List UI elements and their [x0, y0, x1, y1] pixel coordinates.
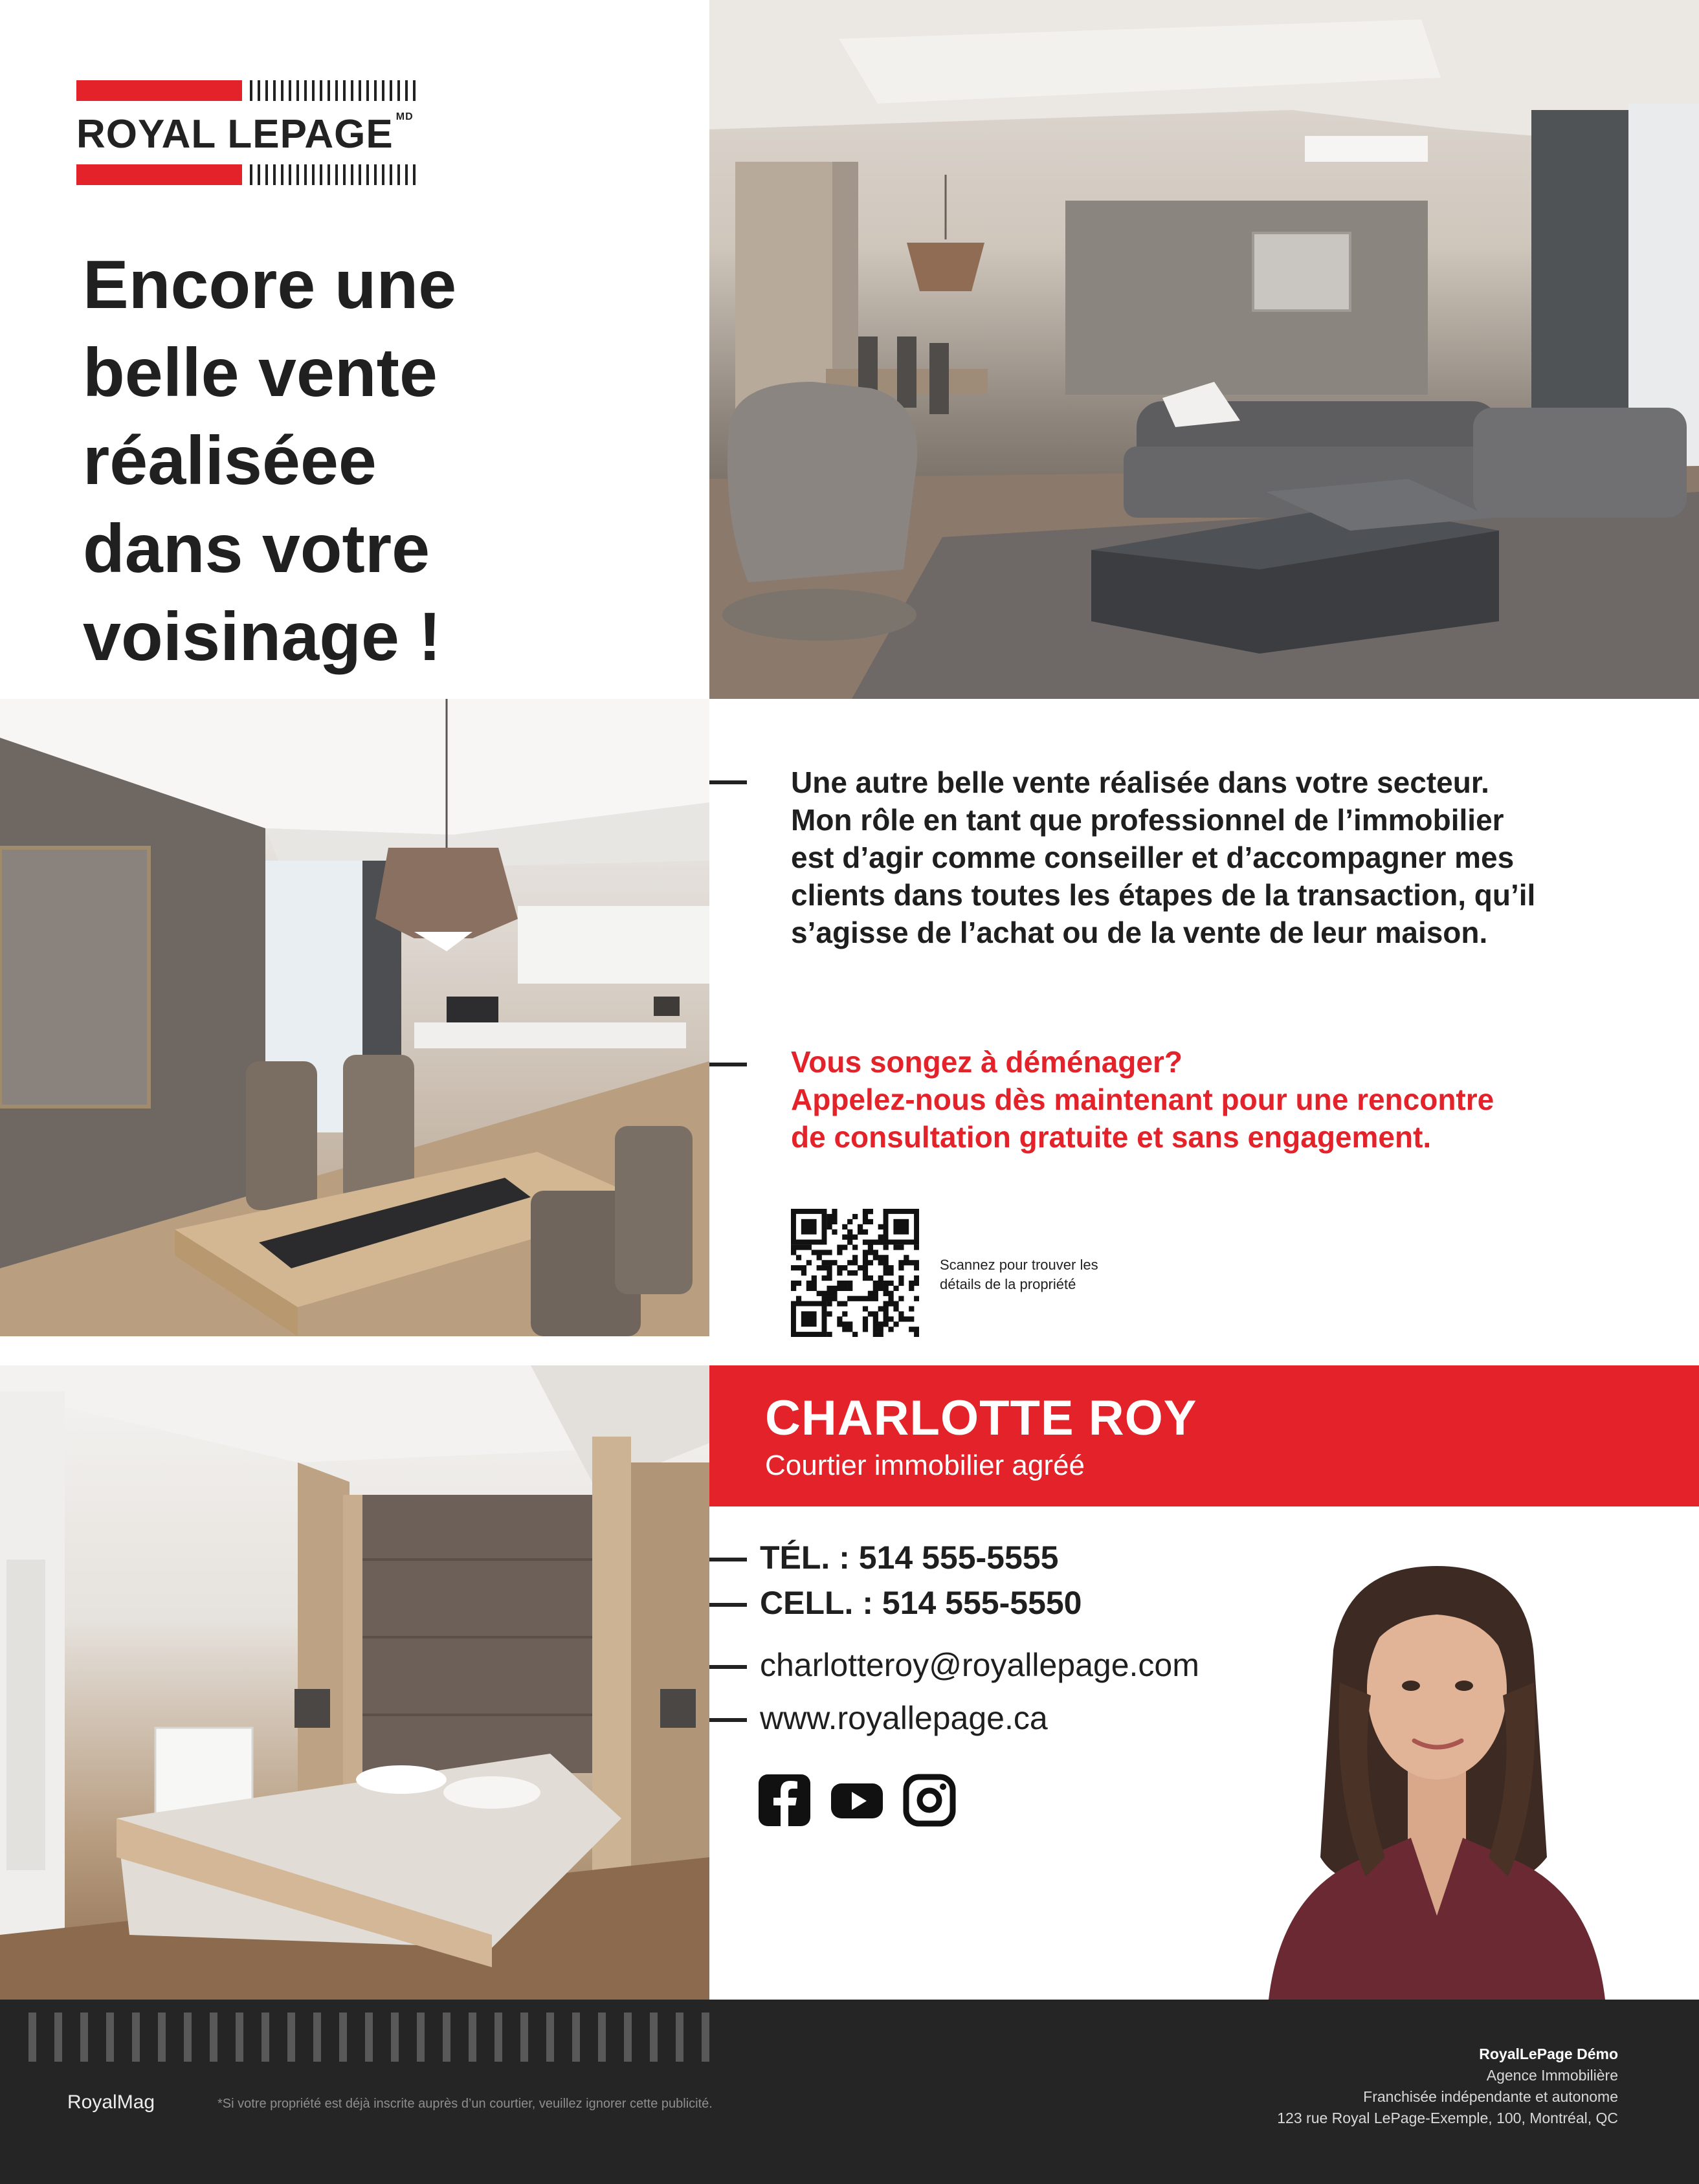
footer-barcode	[28, 2013, 715, 2062]
instagram-icon[interactable]	[902, 1773, 957, 1827]
logo-red-bar-top	[76, 80, 242, 101]
royal-lepage-logo	[76, 80, 419, 190]
body-line: Une autre belle vente réalisée dans votre secteur.	[791, 766, 1489, 799]
headline-line: dans votre	[83, 511, 430, 587]
email-link[interactable]: charlotteroy@royallepage.com	[760, 1647, 1199, 1683]
agency-type: Agence Immobilière	[1486, 2067, 1618, 2084]
logo-barcode-bottom	[250, 164, 419, 185]
dining-room-photo	[0, 699, 709, 1336]
cell-dash	[709, 1603, 747, 1607]
agency-address: 123 rue Royal LePage-Exemple, 100, Montréal, QC	[1277, 2110, 1618, 2126]
logo-wordmark: ROYAL LEPAGE $^{MD}$	[76, 111, 414, 157]
phone-number[interactable]: TÉL. : 514 555-5555	[760, 1539, 1059, 1576]
email-dash	[709, 1665, 747, 1669]
youtube-icon[interactable]	[830, 1773, 884, 1827]
footer-magazine: RoyalMag	[67, 2091, 155, 2113]
body-line: est d’agir comme conseiller et d’accompagner mes	[791, 841, 1515, 874]
qr-caption	[940, 1255, 1147, 1294]
facebook-icon[interactable]	[757, 1773, 812, 1827]
cta-line: de consultation gratuite et sans engagement.	[791, 1120, 1432, 1154]
agent-title: Courtier immobilier agréé	[765, 1450, 1085, 1481]
cta-line: Vous songez à déménager?	[791, 1045, 1183, 1079]
cta-paragraph	[791, 1043, 1658, 1156]
qr-caption-line: détails de la propriété	[940, 1276, 1076, 1292]
headline-line: voisinage !	[83, 599, 441, 675]
agent-portrait	[1217, 1553, 1644, 2000]
headline-line: réaliséee	[83, 423, 377, 499]
cta-dash	[709, 1063, 747, 1066]
agency-status: Franchisée indépendante et autonome	[1363, 2088, 1618, 2105]
website-link[interactable]: www.royallepage.ca	[760, 1700, 1048, 1736]
body-line: s’agisse de l’achat ou de la vente de leur maison.	[791, 916, 1488, 949]
logo-red-bar-bottom	[76, 164, 242, 185]
cell-number[interactable]: CELL. : 514 555-5550	[760, 1585, 1082, 1621]
phone-dash	[709, 1558, 747, 1561]
logo-barcode-top	[250, 80, 419, 101]
headline-line: belle vente	[83, 335, 438, 411]
agency-name: RoyalLePage Démo	[1479, 2046, 1618, 2062]
website-dash	[709, 1718, 747, 1722]
qr-code[interactable]	[791, 1209, 919, 1337]
headline-line: Encore une	[83, 247, 457, 323]
living-room-photo	[709, 0, 1699, 699]
agent-name: CHARLOTTE ROY	[765, 1391, 1197, 1446]
body-line: clients dans toutes les étapes de la transaction, qu’il	[791, 878, 1536, 912]
bedroom-photo	[0, 1365, 709, 2000]
qr-caption-line: Scannez pour trouver les	[940, 1257, 1098, 1273]
body-paragraph	[791, 764, 1658, 951]
headline	[83, 241, 652, 681]
footer-agency	[1277, 2044, 1618, 2129]
cta-line: Appelez-nous dès maintenant pour une rencontre	[791, 1083, 1494, 1116]
body-dash	[709, 780, 747, 784]
body-line: Mon rôle en tant que professionnel de l’immobilier	[791, 803, 1504, 837]
footer-disclaimer: *Si votre propriété est déjà inscrite auprès d’un courtier, veuillez ignorer cette publicité.	[217, 2097, 713, 2111]
